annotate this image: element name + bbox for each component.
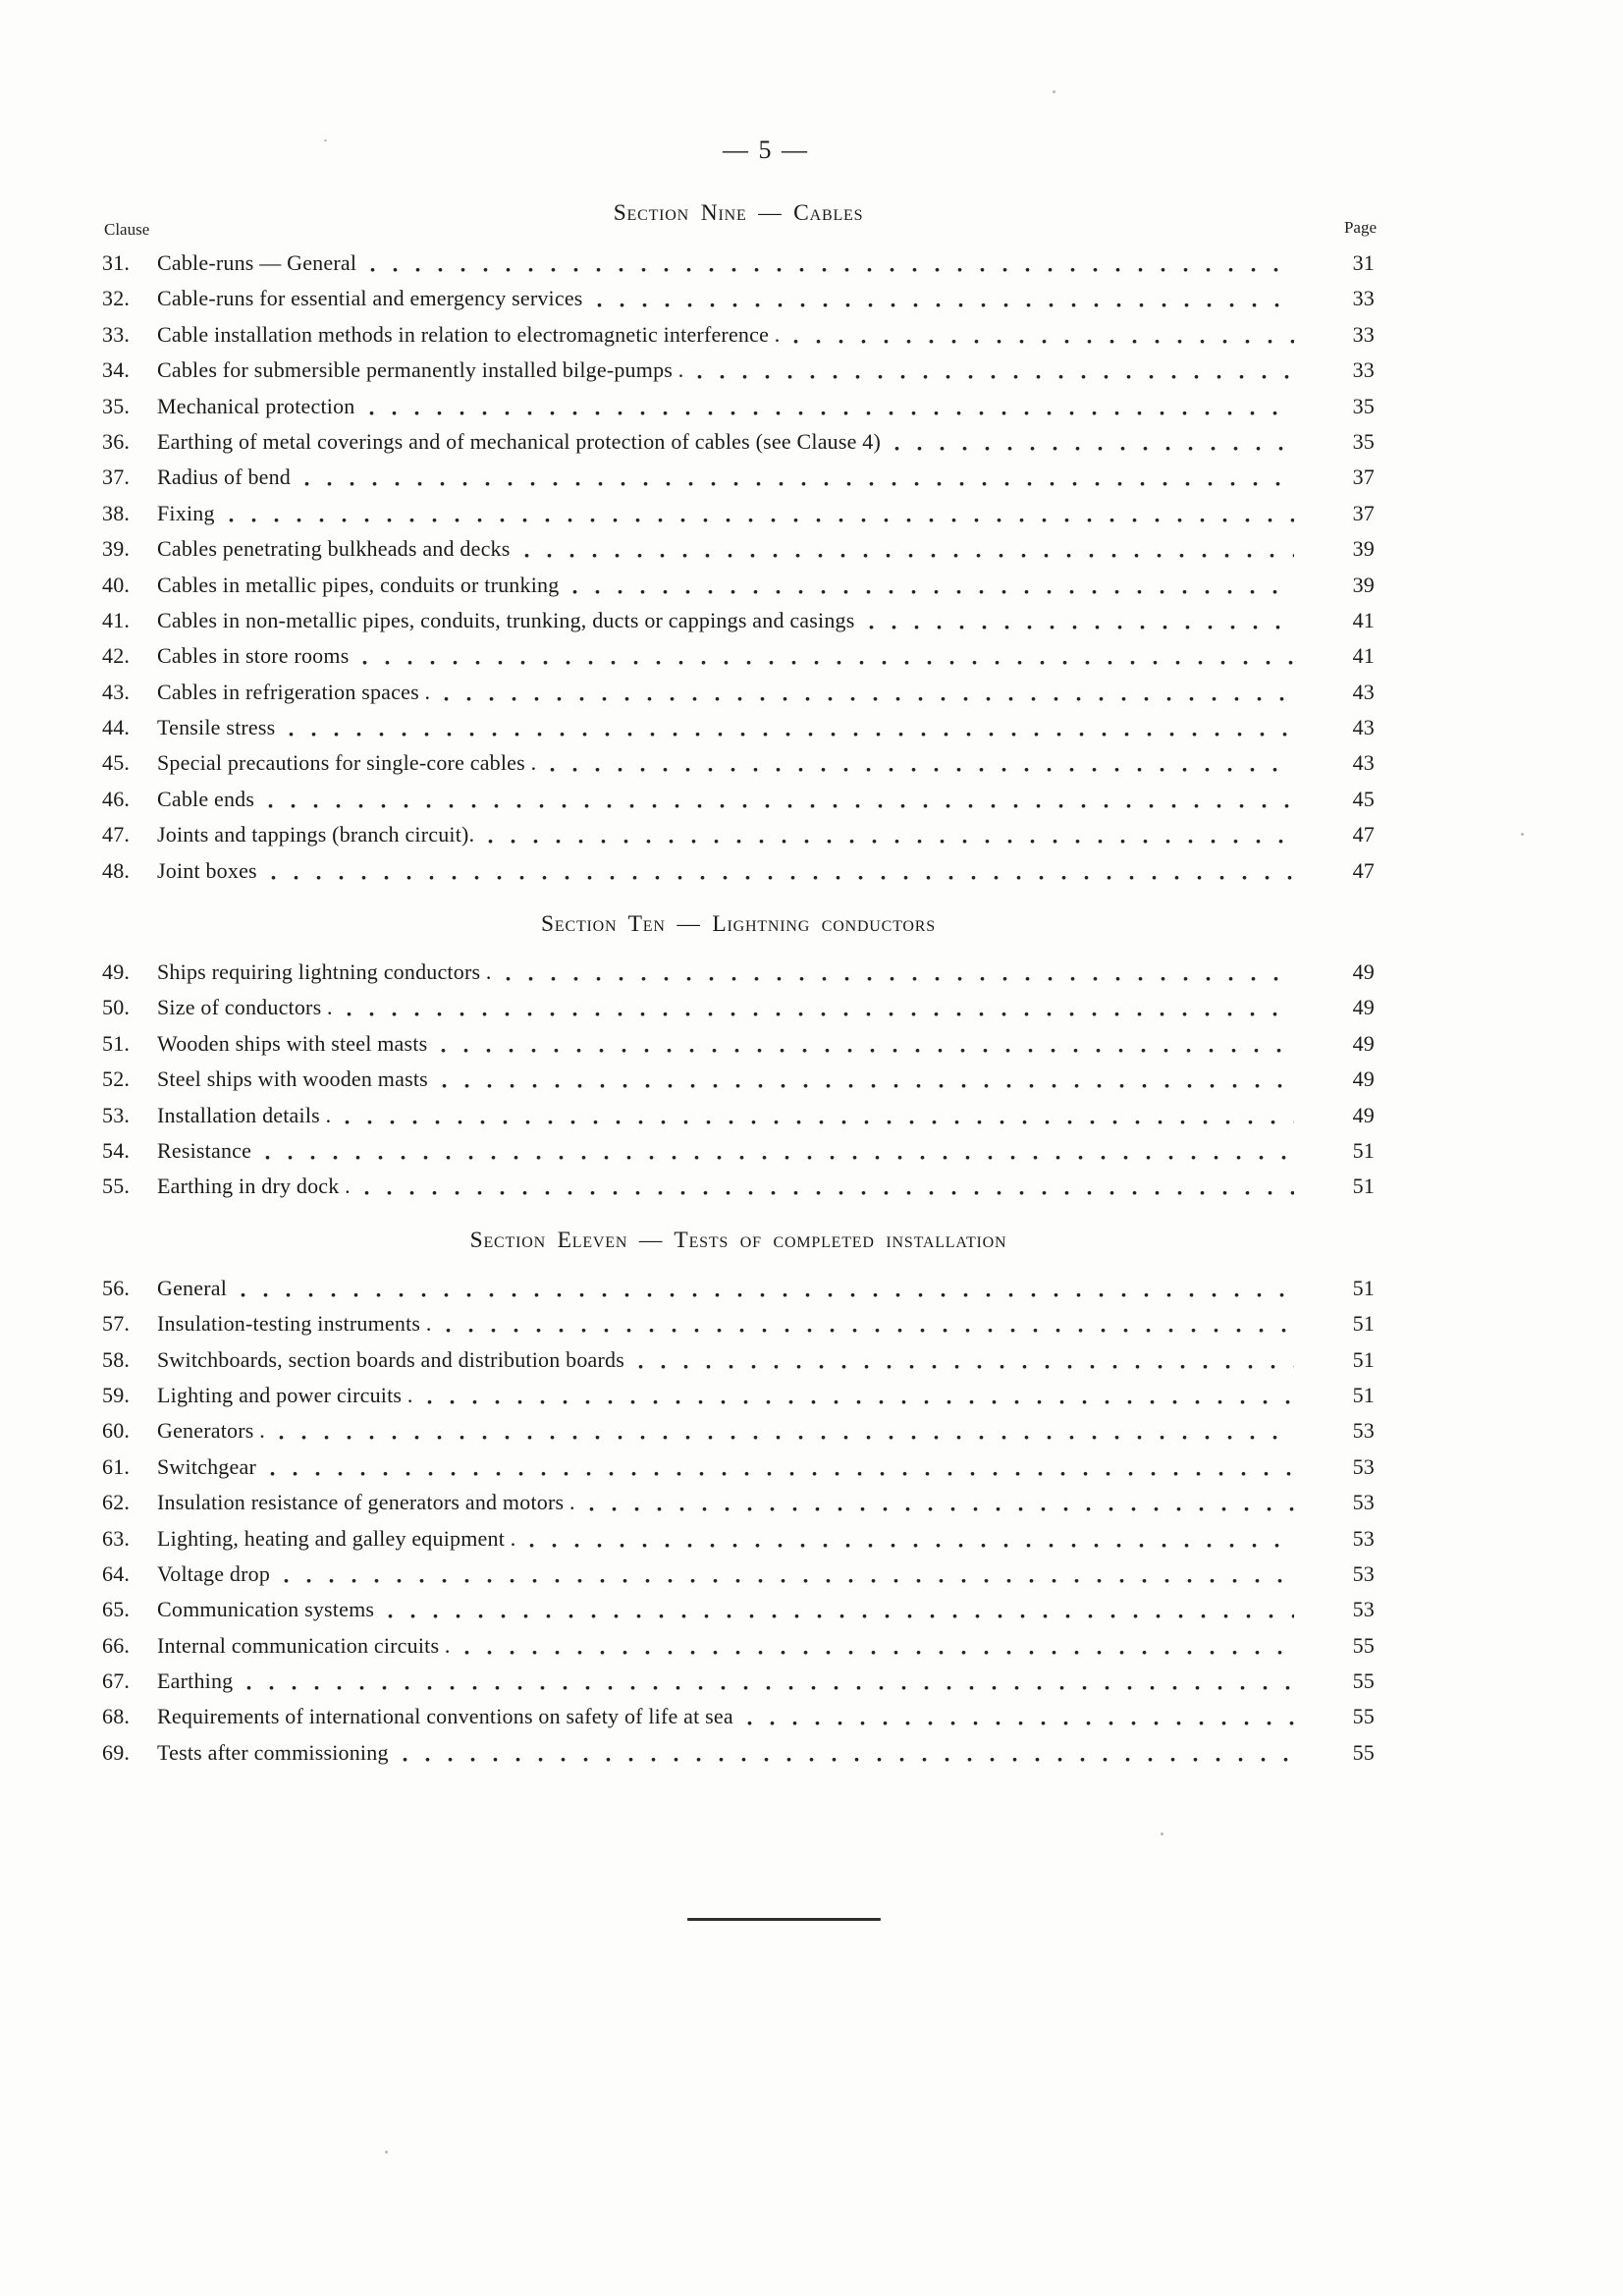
table-of-contents xyxy=(102,198,1375,1771)
entry-number: 45. xyxy=(102,750,131,776)
entry-title: Tests after commissioning xyxy=(157,1739,389,1765)
toc-entry-row xyxy=(102,424,1375,460)
dot-leader xyxy=(869,603,1294,638)
entry-title: Joint boxes xyxy=(157,857,257,883)
entry-title: Cables in non-metallic pipes, conduits, trunking, ducts or cappings and casings xyxy=(157,607,855,632)
entry-number: 60. xyxy=(102,1418,131,1444)
section-heading: Section Eleven — Tests of completed installation xyxy=(469,1227,1007,1253)
entry-page: 39 xyxy=(1352,572,1375,597)
entry-page: 33 xyxy=(1352,321,1375,347)
page-column-label: Page xyxy=(1343,218,1377,237)
dot-leader xyxy=(427,1378,1294,1413)
toc-entry-row xyxy=(102,496,1375,531)
entry-title: Lighting, heating and galley equipment . xyxy=(157,1525,516,1551)
entry-title: Cable-runs — General xyxy=(157,250,357,275)
entry-number: 67. xyxy=(102,1668,131,1694)
dot-leader xyxy=(289,710,1294,745)
entry-page: 43 xyxy=(1352,750,1375,776)
toc-entry-row xyxy=(102,1664,1375,1699)
dot-leader xyxy=(369,389,1294,424)
toc-section xyxy=(102,198,1375,889)
toc-entry-row xyxy=(102,1098,1375,1133)
entry-page: 55 xyxy=(1352,1739,1375,1765)
dot-leader xyxy=(442,1062,1294,1097)
entry-page: 49 xyxy=(1352,995,1375,1020)
dot-leader xyxy=(241,1271,1294,1306)
dot-leader xyxy=(638,1342,1294,1378)
entry-page: 43 xyxy=(1352,679,1375,704)
entry-number: 64. xyxy=(102,1560,131,1586)
entry-title: Generators . xyxy=(157,1418,265,1444)
entry-number: 44. xyxy=(102,715,131,740)
toc-entry-row xyxy=(102,1557,1375,1592)
entry-title: Special precautions for single-core cables . xyxy=(157,750,537,776)
entry-page: 51 xyxy=(1352,1346,1375,1372)
entry-number: 68. xyxy=(102,1704,131,1729)
dot-leader xyxy=(403,1735,1294,1771)
entry-number: 58. xyxy=(102,1346,131,1372)
entry-number: 59. xyxy=(102,1382,131,1407)
entry-title: Cables in metallic pipes, conduits or trunking xyxy=(157,572,560,597)
entry-title: Communication systems xyxy=(157,1597,375,1622)
entry-title: Cables in refrigeration spaces . xyxy=(157,679,431,704)
entry-number: 53. xyxy=(102,1102,131,1127)
entry-title: Cables for submersible permanently installed bilge-pumps . xyxy=(157,357,684,383)
entry-title: Switchboards, section boards and distribution boards xyxy=(157,1346,624,1372)
dot-leader xyxy=(444,675,1294,710)
dot-leader xyxy=(506,955,1294,990)
dot-leader xyxy=(572,568,1294,603)
entry-page: 41 xyxy=(1352,607,1375,632)
dot-leader xyxy=(529,1521,1294,1557)
entry-page: 43 xyxy=(1352,715,1375,740)
toc-entry-row xyxy=(102,460,1375,495)
entry-page: 51 xyxy=(1352,1275,1375,1300)
dot-leader xyxy=(793,317,1294,353)
entry-title: Cable installation methods in relation to electromagnetic interference . xyxy=(157,321,781,347)
dot-leader xyxy=(284,1557,1294,1592)
entry-number: 49. xyxy=(102,959,131,985)
dot-leader xyxy=(441,1026,1294,1062)
entry-number: 40. xyxy=(102,572,131,597)
entry-title: Earthing in dry dock . xyxy=(157,1174,351,1199)
entry-title: Tensile stress xyxy=(157,715,276,740)
entry-title: General xyxy=(157,1275,228,1300)
entry-number: 50. xyxy=(102,995,131,1020)
toc-entry-row xyxy=(102,531,1375,567)
scan-speck xyxy=(1053,90,1055,93)
toc-entry-row xyxy=(102,710,1375,745)
section-entries xyxy=(102,955,1375,1205)
entry-number: 62. xyxy=(102,1490,131,1515)
entry-number: 51. xyxy=(102,1030,131,1056)
entry-title: Mechanical protection xyxy=(157,393,355,418)
entry-page: 31 xyxy=(1352,250,1375,275)
entry-number: 57. xyxy=(102,1311,131,1337)
dot-leader xyxy=(446,1306,1294,1341)
entry-page: 49 xyxy=(1352,1102,1375,1127)
section-entries xyxy=(102,1271,1375,1771)
entry-title: Earthing of metal coverings and of mechanical protection of cables (see Clause 4) xyxy=(157,428,882,454)
entry-page: 53 xyxy=(1352,1418,1375,1444)
toc-entry-row xyxy=(102,1342,1375,1378)
scan-speck xyxy=(385,2151,388,2154)
entry-page: 49 xyxy=(1352,959,1375,985)
entry-page: 53 xyxy=(1352,1453,1375,1479)
toc-entry-row xyxy=(102,389,1375,424)
entry-title: Requirements of international conventions on safety of life at sea xyxy=(157,1704,733,1729)
scan-speck xyxy=(1161,1832,1163,1835)
section-heading: Section Nine — Cables xyxy=(613,200,864,226)
entry-page: 47 xyxy=(1352,822,1375,847)
entry-number: 65. xyxy=(102,1597,131,1622)
scan-speck xyxy=(1521,833,1524,836)
toc-entry-row xyxy=(102,782,1375,817)
toc-entry-row xyxy=(102,638,1375,674)
entry-page: 49 xyxy=(1352,1066,1375,1092)
entry-number: 46. xyxy=(102,786,131,811)
entry-title: Lighting and power circuits . xyxy=(157,1382,413,1407)
section-heading: Section Ten — Lightning conductors xyxy=(541,911,936,938)
dot-leader xyxy=(345,1098,1294,1133)
section-entries xyxy=(102,246,1375,889)
toc-entry-row xyxy=(102,817,1375,852)
entry-number: 54. xyxy=(102,1137,131,1163)
entry-number: 66. xyxy=(102,1632,131,1658)
entry-number: 41. xyxy=(102,607,131,632)
entry-number: 37. xyxy=(102,465,131,490)
dot-leader xyxy=(464,1628,1294,1664)
toc-entry-row xyxy=(102,990,1375,1025)
entry-title: Switchgear xyxy=(157,1453,256,1479)
toc-entry-row xyxy=(102,568,1375,603)
entry-page: 37 xyxy=(1352,500,1375,525)
dot-leader xyxy=(246,1664,1294,1699)
dot-leader xyxy=(271,853,1294,889)
entry-title: Cable ends xyxy=(157,786,255,811)
entry-page: 51 xyxy=(1352,1137,1375,1163)
entry-number: 69. xyxy=(102,1739,131,1765)
entry-page: 49 xyxy=(1352,1030,1375,1056)
toc-entry-row xyxy=(102,1026,1375,1062)
toc-entry-row xyxy=(102,1169,1375,1204)
entry-page: 53 xyxy=(1352,1490,1375,1515)
entry-page: 51 xyxy=(1352,1311,1375,1337)
page-number-header: — 5 — xyxy=(723,136,809,164)
entry-title: Wooden ships with steel masts xyxy=(157,1030,428,1056)
entry-number: 31. xyxy=(102,250,131,275)
entry-number: 34. xyxy=(102,357,131,383)
toc-entry-row xyxy=(102,1062,1375,1097)
entry-page: 33 xyxy=(1352,357,1375,383)
toc-entry-row xyxy=(102,955,1375,990)
toc-entry-row xyxy=(102,675,1375,710)
toc-entry-row xyxy=(102,281,1375,316)
entry-page: 51 xyxy=(1352,1174,1375,1199)
entry-title: Ships requiring lightning conductors . xyxy=(157,959,492,985)
entry-page: 53 xyxy=(1352,1560,1375,1586)
dot-leader xyxy=(488,817,1294,852)
toc-entry-row xyxy=(102,853,1375,889)
entry-title: Steel ships with wooden masts xyxy=(157,1066,428,1092)
toc-section xyxy=(102,1226,1375,1771)
dot-leader xyxy=(304,460,1294,495)
toc-entry-row xyxy=(102,1271,1375,1306)
entry-page: 37 xyxy=(1352,465,1375,490)
dot-leader xyxy=(894,424,1294,460)
entry-page: 35 xyxy=(1352,428,1375,454)
dot-leader xyxy=(268,782,1294,817)
entry-page: 41 xyxy=(1352,643,1375,669)
entry-page: 47 xyxy=(1352,857,1375,883)
toc-entry-row xyxy=(102,1699,1375,1734)
entry-title: Cables in store rooms xyxy=(157,643,350,669)
toc-entry-row xyxy=(102,1378,1375,1413)
entry-title: Cable-runs for essential and emergency services xyxy=(157,286,583,311)
entry-title: Fixing xyxy=(157,500,215,525)
entry-page: 55 xyxy=(1352,1704,1375,1729)
entry-number: 32. xyxy=(102,286,131,311)
entry-page: 39 xyxy=(1352,536,1375,562)
entry-page: 51 xyxy=(1352,1382,1375,1407)
entry-page: 53 xyxy=(1352,1525,1375,1551)
entry-title: Radius of bend xyxy=(157,465,292,490)
entry-number: 47. xyxy=(102,822,131,847)
toc-entry-row xyxy=(102,1592,1375,1627)
toc-entry-row xyxy=(102,246,1375,281)
toc-entry-row xyxy=(102,1628,1375,1664)
dot-leader xyxy=(362,638,1294,674)
dot-leader xyxy=(550,745,1294,781)
dot-leader xyxy=(270,1449,1294,1485)
dot-leader xyxy=(597,281,1294,316)
entry-title: Earthing xyxy=(157,1668,234,1694)
entry-number: 43. xyxy=(102,679,131,704)
toc-entry-row xyxy=(102,1449,1375,1485)
dot-leader xyxy=(364,1169,1294,1204)
entry-title: Insulation resistance of generators and motors . xyxy=(157,1490,575,1515)
clause-column-label: Clause xyxy=(104,220,150,239)
entry-title: Installation details . xyxy=(157,1102,332,1127)
dot-leader xyxy=(388,1592,1294,1627)
dot-leader xyxy=(265,1133,1294,1169)
toc-entry-row xyxy=(102,1306,1375,1341)
dot-leader xyxy=(370,246,1294,281)
entry-title: Size of conductors . xyxy=(157,995,333,1020)
dot-leader xyxy=(347,990,1294,1025)
entry-title: Cables penetrating bulkheads and decks xyxy=(157,536,511,562)
entry-number: 42. xyxy=(102,643,131,669)
entry-title: Joints and tappings (branch circuit). xyxy=(157,822,475,847)
scan-speck xyxy=(324,139,327,141)
toc-entry-row xyxy=(102,1735,1375,1771)
entry-number: 48. xyxy=(102,857,131,883)
toc-entry-row xyxy=(102,745,1375,781)
entry-title: Internal communication circuits . xyxy=(157,1632,451,1658)
entry-page: 35 xyxy=(1352,393,1375,418)
dot-leader xyxy=(279,1413,1294,1449)
entry-title: Resistance xyxy=(157,1137,252,1163)
toc-entry-row xyxy=(102,603,1375,638)
entry-page: 55 xyxy=(1352,1632,1375,1658)
dot-leader xyxy=(524,531,1295,567)
toc-section xyxy=(102,909,1375,1205)
entry-number: 33. xyxy=(102,321,131,347)
toc-entry-row xyxy=(102,1413,1375,1449)
dot-leader xyxy=(229,496,1294,531)
entry-page: 53 xyxy=(1352,1597,1375,1622)
entry-page: 45 xyxy=(1352,786,1375,811)
entry-number: 61. xyxy=(102,1453,131,1479)
dot-leader xyxy=(697,353,1294,388)
entry-title: Voltage drop xyxy=(157,1560,271,1586)
toc-entry-row xyxy=(102,1133,1375,1169)
entry-number: 35. xyxy=(102,393,131,418)
entry-title: Insulation-testing instruments . xyxy=(157,1311,432,1337)
entry-number: 56. xyxy=(102,1275,131,1300)
entry-page: 55 xyxy=(1352,1668,1375,1694)
entry-number: 63. xyxy=(102,1525,131,1551)
toc-entry-row xyxy=(102,1485,1375,1520)
entry-number: 55. xyxy=(102,1174,131,1199)
entry-number: 39. xyxy=(102,536,131,562)
toc-entry-row xyxy=(102,317,1375,353)
toc-entry-row xyxy=(102,353,1375,388)
toc-entry-row xyxy=(102,1521,1375,1557)
entry-number: 38. xyxy=(102,500,131,525)
bottom-divider-rule xyxy=(687,1918,881,1921)
dot-leader xyxy=(589,1485,1294,1520)
entry-number: 52. xyxy=(102,1066,131,1092)
entry-page: 33 xyxy=(1352,286,1375,311)
entry-number: 36. xyxy=(102,428,131,454)
dot-leader xyxy=(747,1699,1294,1734)
